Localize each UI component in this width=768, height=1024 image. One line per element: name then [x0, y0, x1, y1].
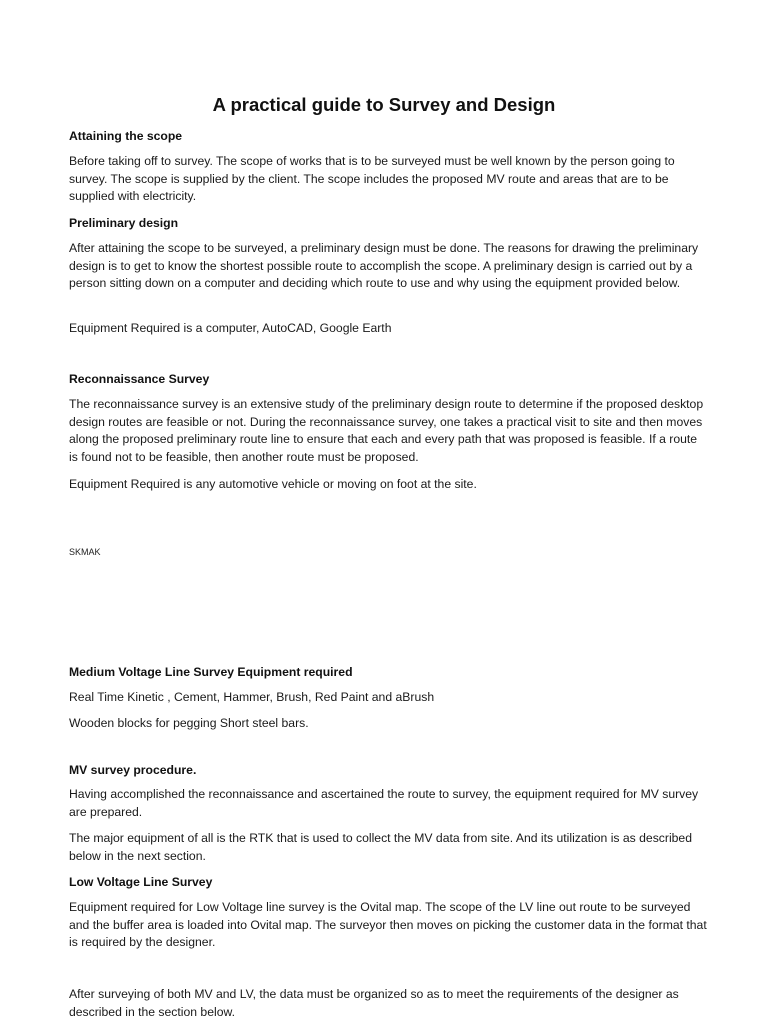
heading-attaining-scope: Attaining the scope	[69, 129, 183, 143]
heading-mv-procedure: MV survey procedure.	[69, 763, 197, 777]
heading-mv-equipment: Medium Voltage Line Survey Equipment required	[69, 665, 353, 679]
equipment-preliminary-design: Equipment Required is a computer, AutoCAD, Google Earth	[69, 321, 392, 335]
heading-reconnaissance: Reconnaissance Survey	[69, 372, 210, 386]
paragraph-mv-procedure-1: Having accomplished the reconnaissance and ascertained the route to survey, the equipment required for MV survey are prepared.	[69, 787, 699, 819]
mv-equipment-line-1: Real Time Kinetic , Cement, Hammer, Brush, Red Paint and aBrush	[69, 690, 435, 704]
mv-equipment-line-2: Wooden blocks for pegging Short steel bars.	[69, 716, 309, 730]
heading-preliminary-design: Preliminary design	[69, 216, 179, 230]
signature-text: SKMAK	[69, 547, 101, 557]
heading-lv-survey: Low Voltage Line Survey	[69, 875, 213, 889]
paragraph-closing: After surveying of both MV and LV, the data must be organized so as to meet the requirements of the designer as described in the section below.	[69, 987, 679, 1019]
document-title: A practical guide to Survey and Design	[212, 94, 556, 115]
paragraph-reconnaissance: The reconnaissance survey is an extensive study of the preliminary design route to determine if the proposed desktop design routes are feasible or not. During the reconnaissance survey, one takes a practical visit to site and then moves along the proposed preliminary route line to ensure that each and every path that was proposed is feasible. If a route is found not to be feasible, then another route must be proposed.	[69, 397, 704, 464]
paragraph-attaining-scope: Before taking off to survey. The scope of works that is to be surveyed must be well known by the person going to survey. The scope is supplied by the client. The scope includes the proposed MV route and areas that are to be supplied with electricity.	[69, 154, 675, 204]
equipment-reconnaissance: Equipment Required is any automotive vehicle or moving on foot at the site.	[69, 477, 477, 491]
paragraph-mv-procedure-2: The major equipment of all is the RTK that is used to collect the MV data from site. And its utilization is as described below in the next section.	[69, 831, 692, 863]
paragraph-lv-survey: Equipment required for Low Voltage line survey is the Ovital map. The scope of the LV line out route to be surveyed and the buffer area is loaded into Ovital map. The surveyor then moves on picking the customer data in the format that is required by the designer.	[69, 900, 707, 950]
paragraph-preliminary-design: After attaining the scope to be surveyed, a preliminary design must be done. The reasons for drawing the preliminary design is to get to know the shortest possible route to accomplish the scope. A preliminary design is carried out by a person sitting down on a computer and deciding which route to use and why using the equipment provided below.	[69, 241, 699, 291]
